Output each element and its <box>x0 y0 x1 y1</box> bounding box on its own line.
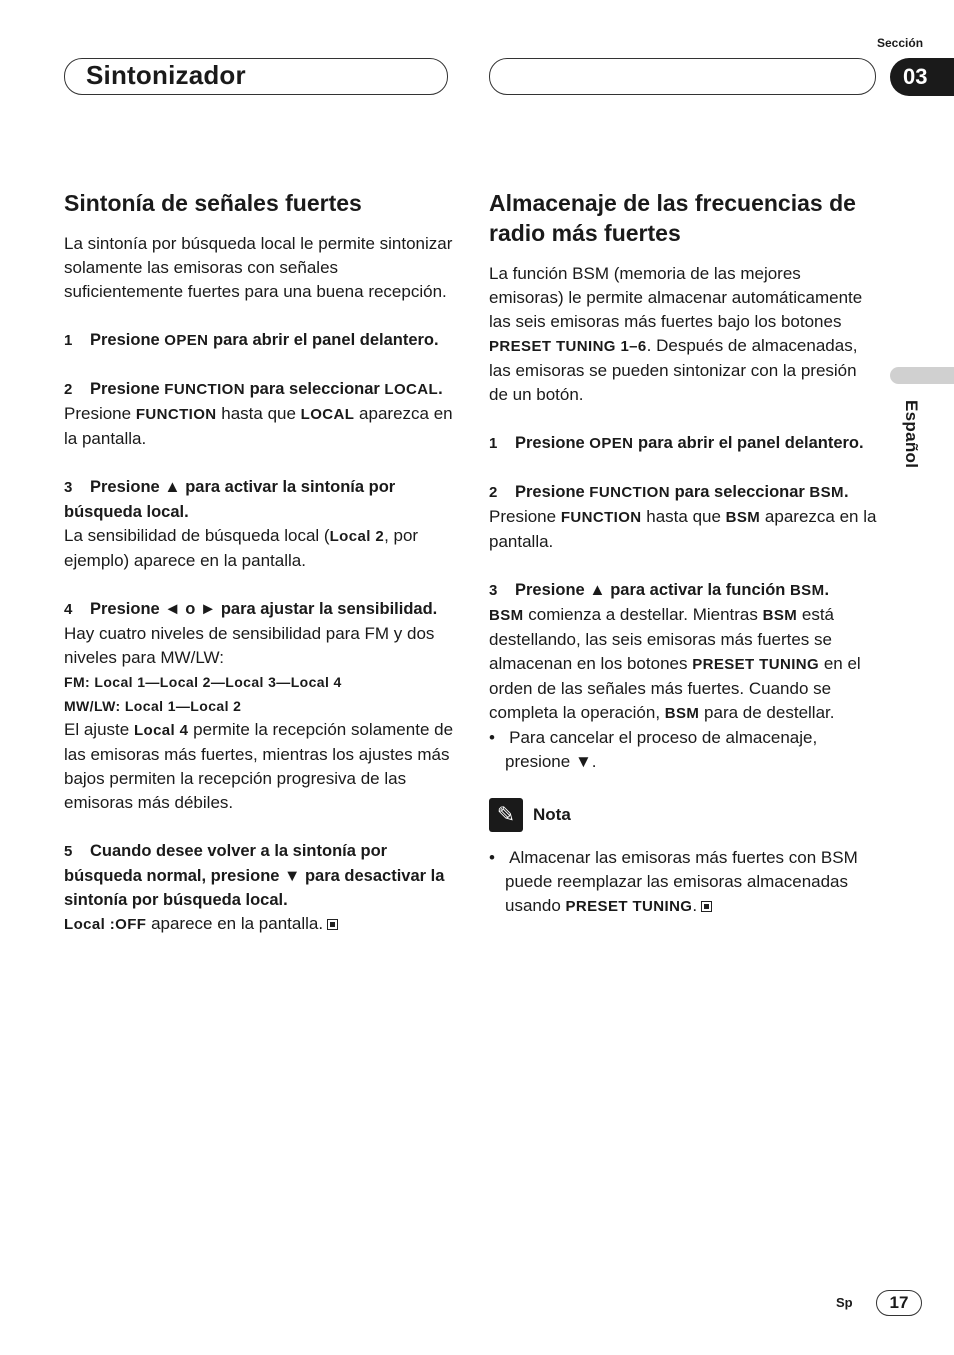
left-step-1: 1 Presione OPEN para abrir el panel delantero. <box>64 328 454 353</box>
left-arrow-icon: ◄ <box>164 600 181 618</box>
section-label: Sección <box>877 36 924 50</box>
right-heading: Almacenaje de las frecuencias de radio más fuertes <box>489 190 856 246</box>
note-bullet: • Almacenar las emisoras más fuertes con BSM puede reemplazar las emisoras almacenadas usando PRESET TUNING. <box>489 848 858 915</box>
step-number: 3 <box>64 479 73 496</box>
step-number: 2 <box>64 381 73 398</box>
bullet-icon: • <box>489 728 510 747</box>
keyword: PRESET TUNING <box>565 898 693 915</box>
keyword: Local :OFF <box>64 916 147 933</box>
mwlw-levels: MW/LW: Local 1—Local 2 <box>64 698 242 714</box>
bullet-icon: • <box>489 848 510 867</box>
pencil-note-icon: ✎ <box>489 798 523 832</box>
keyword: Local 2 <box>329 528 385 545</box>
step-number: 1 <box>489 435 498 452</box>
keyword: FUNCTION <box>135 406 217 423</box>
down-arrow-icon: ▼ <box>574 752 592 771</box>
keyword: LOCAL <box>384 381 439 398</box>
step-number: 4 <box>64 601 73 618</box>
left-step-5-body: Local :OFF aparece en la pantalla. <box>64 912 454 937</box>
left-column <box>64 188 454 937</box>
right-step-3-body: BSM comienza a destellar. Mientras BSM está destellando, las seis emisoras más fuertes se almacenan en los botones PRESET TUNING en el orden de las señales más fuertes. Cuando se completa la operación, BSM para de destellar. <box>489 605 861 722</box>
keyword: OPEN <box>164 332 209 349</box>
left-step-4-body-2: El ajuste Local 4 permite la recepción solamente de las emisoras más fuertes, mientras los ajustes más bajos permiten la recepción progresiva de las emisoras más débiles. <box>64 720 454 812</box>
language-tab-label: Español <box>902 400 921 469</box>
end-of-section-icon <box>327 919 338 930</box>
step-number: 3 <box>489 582 498 599</box>
up-arrow-icon: ▲ <box>164 478 181 496</box>
left-step-2: 2 Presione FUNCTION para seleccionar LOCAL. <box>64 377 454 402</box>
step-number: 2 <box>489 484 498 501</box>
page-title: Sintonizador <box>86 60 246 90</box>
up-arrow-icon: ▲ <box>589 581 606 599</box>
keyword: BSM <box>664 705 700 722</box>
down-arrow-icon: ▼ <box>284 867 301 885</box>
right-step-3-bullet: • Para cancelar el proceso de almacenaje, presione ▼. <box>489 728 818 771</box>
right-arrow-icon: ► <box>199 600 217 618</box>
end-of-section-icon <box>701 901 712 912</box>
right-step-2: 2 Presione FUNCTION para seleccionar BSM. <box>489 480 879 505</box>
note-header <box>489 798 879 832</box>
keyword: OPEN <box>589 435 634 452</box>
keyword: BSM <box>489 607 524 624</box>
page-number: 17 <box>876 1290 922 1316</box>
section-number-badge: 03 <box>890 58 954 96</box>
keyword: Local 4 <box>133 722 189 739</box>
left-step-4: 4 Presione ◄ o ► para ajustar la sensibilidad. <box>64 597 454 622</box>
keyword: BSM <box>725 509 761 526</box>
fm-levels: FM: Local 1—Local 2—Local 3—Local 4 <box>64 674 342 690</box>
left-step-5: 5 Cuando desee volver a la sintonía por búsqueda normal, presione ▼ para desactivar la sintonía por búsqueda local. <box>64 842 445 909</box>
note-title: Nota <box>533 805 571 824</box>
right-step-2-body: Presione FUNCTION hasta que BSM aparezca en la pantalla. <box>489 507 877 551</box>
step-number: 5 <box>64 843 73 860</box>
keyword: BSM <box>762 607 798 624</box>
keyword: BSM <box>789 582 825 599</box>
left-step-2-body: Presione FUNCTION hasta que LOCAL aparezca en la pantalla. <box>64 404 453 448</box>
language-tab-marker <box>890 367 954 384</box>
right-step-1: 1 Presione OPEN para abrir el panel delantero. <box>489 431 879 456</box>
right-intro: La función BSM (memoria de las mejores emisoras) le permite almacenar automáticamente las seis emisoras más fuertes bajo los botones PRESET TUNING 1–6. Después de almacenadas, las emisoras se pueden sintonizar con la presión de un botón. <box>489 264 863 404</box>
keyword: BSM <box>809 484 844 501</box>
footer-language-code: Sp <box>836 1295 853 1310</box>
keyword: LOCAL <box>300 406 355 423</box>
left-step-3: 3 Presione ▲ para activar la sintonía por búsqueda local. <box>64 478 396 521</box>
right-column <box>489 188 879 919</box>
keyword: FUNCTION <box>589 484 670 501</box>
left-intro: La sintonía por búsqueda local le permite sintonizar solamente las emisoras con señales suficientemente fuertes para una buena recepción. <box>64 234 453 301</box>
keyword: FUNCTION <box>560 509 642 526</box>
left-heading: Sintonía de señales fuertes <box>64 190 362 216</box>
title-frame-empty <box>489 58 876 95</box>
left-step-4-body: Hay cuatro niveles de sensibilidad para FM y dos niveles para MW/LW: <box>64 624 435 667</box>
keyword: FUNCTION <box>164 381 245 398</box>
step-number: 1 <box>64 332 73 349</box>
right-step-3: 3 Presione ▲ para activar la función BSM. <box>489 578 879 603</box>
keyword: PRESET TUNING 1–6 <box>489 338 647 355</box>
left-step-3-body: La sensibilidad de búsqueda local (Local 2, por ejemplo) aparece en la pantalla. <box>64 526 419 570</box>
keyword: PRESET TUNING <box>692 656 820 673</box>
